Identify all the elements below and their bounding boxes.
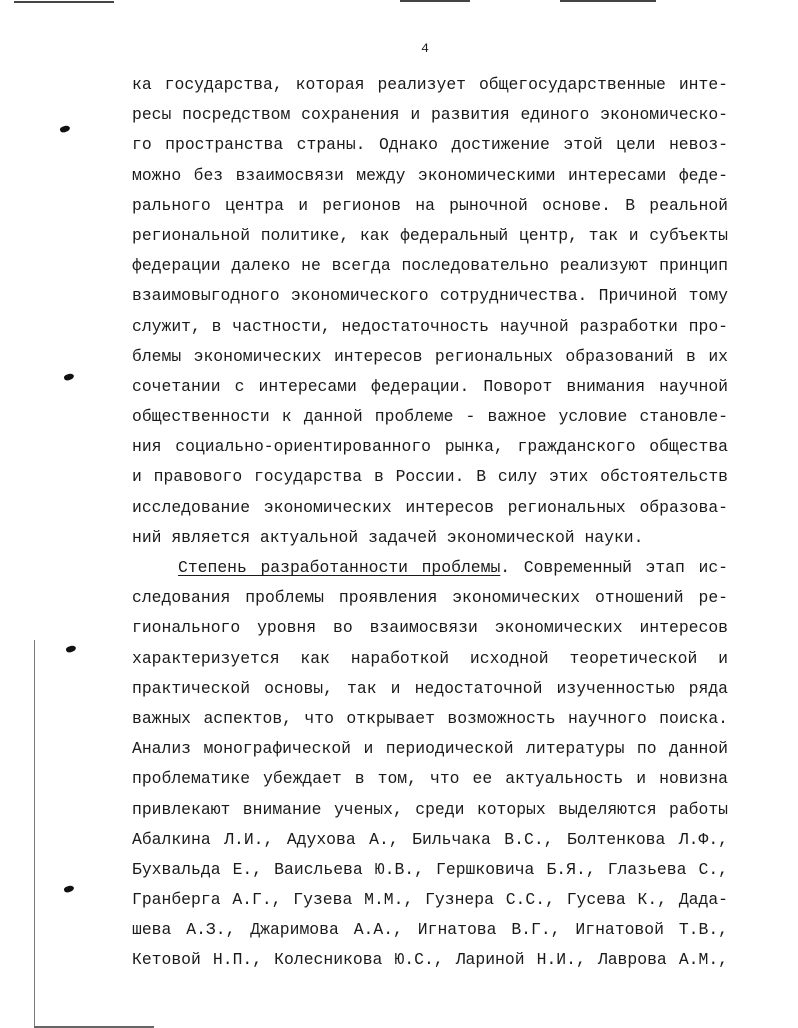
text-line: практической основы, так и недостаточной изученностью ряда [132,678,728,698]
paragraph-2 [132,553,728,976]
text-line: гионального уровня во взаимосвязи экономических интересов [132,618,728,638]
text-line: служит, в частности, недостаточность научной разработки про- [132,316,728,336]
text-line: го пространства страны. Однако достижение этой цели невоз- [132,135,728,155]
binder-hole-mark [63,884,74,893]
text-line: Анализ монографической и периодической литературы по данной [132,739,728,759]
text-line: Абалкина Л.И., Адухова А., Бильчака В.С., Болтенкова Л.Ф., [132,829,728,849]
text-line: можно без взаимосвязи между экономическими интересами феде- [132,165,728,185]
section-heading: Степень разработанности проблемы [178,558,501,577]
binder-hole-mark [63,372,74,381]
text-line: привлекают внимание ученых, среди которых выделяются работы [132,799,728,819]
text-line: и правового государства в России. В силу этих обстоятельств [132,467,728,487]
text-line: ресы посредством сохранения и развития единого экономическо- [132,105,728,125]
text-line: характеризуется как наработкой исходной теоретической и [132,648,728,668]
body-text [132,70,728,976]
paragraph-1 [132,70,728,553]
text-line [132,553,728,583]
text-line: ний является актуальной задачей экономической науки. [132,527,644,547]
scan-top-edge-mark [560,0,656,2]
text-line: Бухвальда Е., Ваисльева Ю.В., Гершковича Б.Я., Глазьева С., [132,859,728,879]
binder-hole-mark [59,124,70,133]
text-line: ка государства, которая реализует общегосударственные инте- [132,75,728,94]
text-line: региональной политике, как федеральный центр, так и субъекты [132,225,728,245]
text-fragment: . Современный этап ис- [500,558,728,577]
text-line: сочетании с интересами федерации. Поворот внимания научной [132,376,728,396]
page-number: 4 [421,41,429,56]
text-line: исследование экономических интересов региональных образова- [132,497,728,517]
binder-hole-mark [65,644,76,653]
text-line: общественности к данной проблеме - важное условие становле- [132,407,728,427]
text-line: блемы экономических интересов региональных образований в их [132,346,728,366]
text-line: шева А.З., Джаримова А.А., Игнатова В.Г., Игнатовой Т.В., [132,920,728,940]
text-line: взаимовыгодного экономического сотрудничества. Причиной тому [132,286,728,306]
text-line: федерации далеко не всегда последовательно реализуют принцип [132,256,728,276]
scan-top-edge-mark [14,1,114,3]
scan-top-edge-mark [400,0,470,2]
text-line: ния социально-ориентированного рынка, гражданского общества [132,437,728,457]
text-line: Кетовой Н.П., Колесникова Ю.С., Лариной Н.И., Лаврова А.М., [132,950,728,970]
scan-left-edge-line [34,640,35,1028]
text-line: Гранберга А.Г., Гузева М.М., Гузнера С.С., Гусева К., Дада- [132,890,728,910]
text-line: проблематике убеждает в том, что ее актуальность и новизна [132,769,728,789]
text-line: важных аспектов, что открывает возможность научного поиска. [132,708,728,728]
text-line: рального центра и регионов на рыночной основе. В реальной [132,195,728,215]
text-line: следования проблемы проявления экономических отношений ре- [132,588,728,608]
